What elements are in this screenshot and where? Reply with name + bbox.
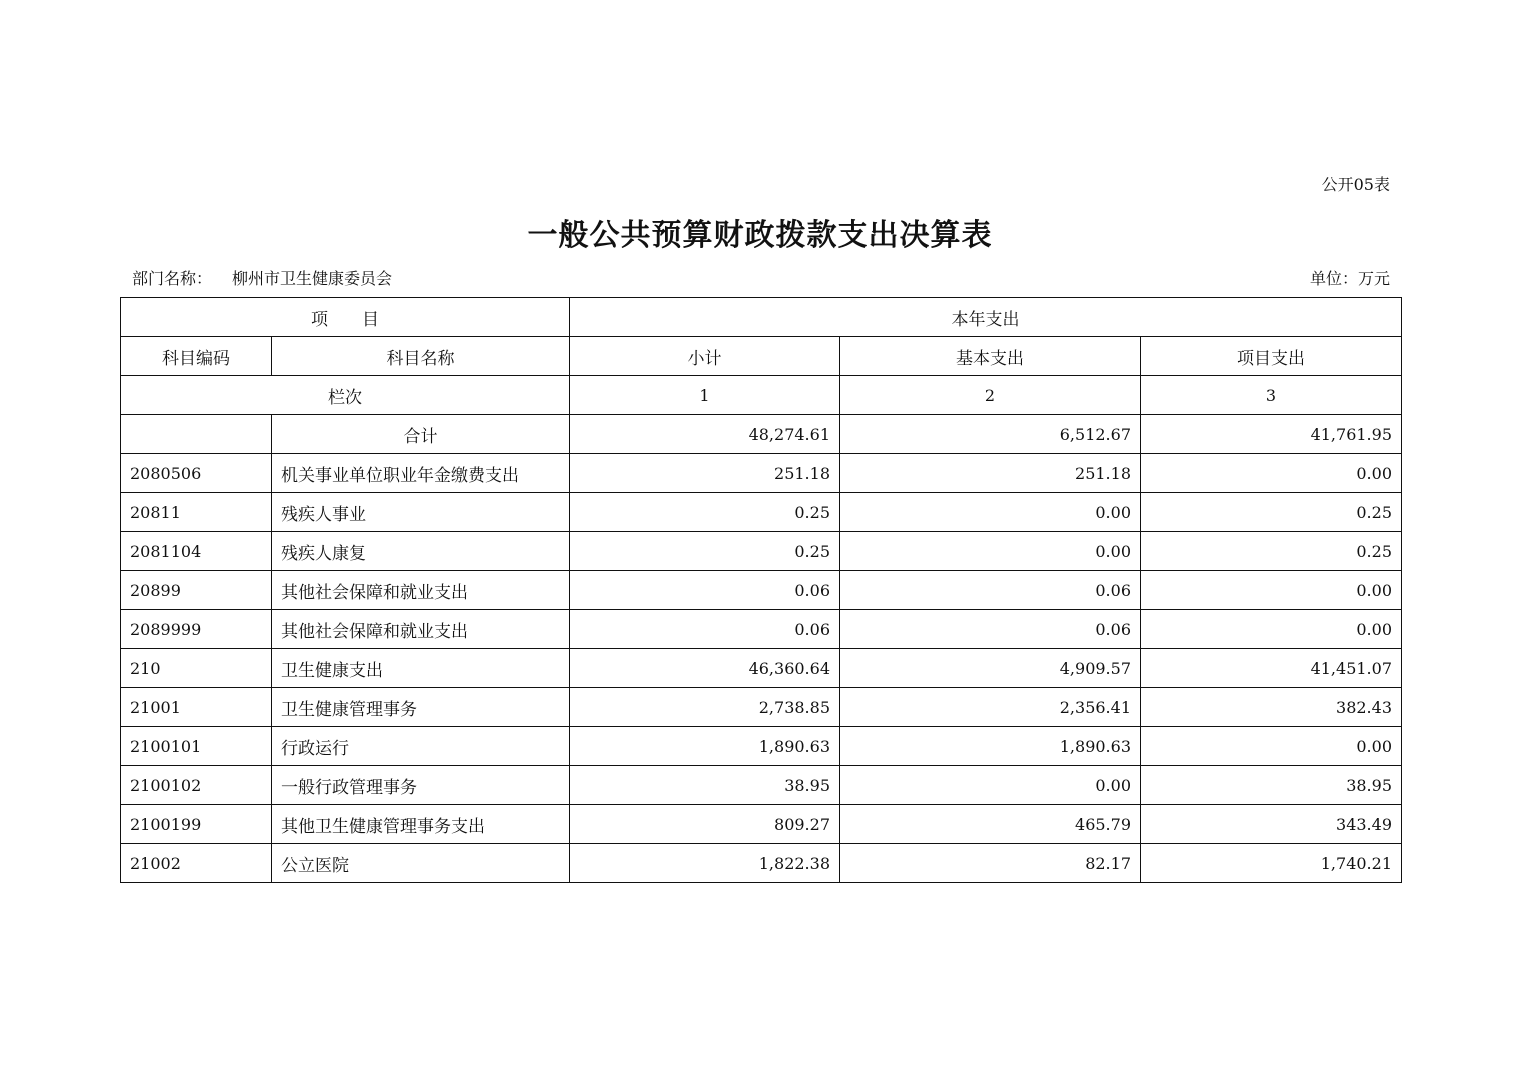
row-project: 1,740.21 [1141,844,1402,883]
row-subtotal: 809.27 [570,805,840,844]
table-row [121,532,1402,571]
table-number: 公开05表 [1321,175,1390,194]
row-basic: 4,909.57 [840,649,1141,688]
row-subtotal: 1,822.38 [570,844,840,883]
row-name: 一般行政管理事务 [272,766,570,805]
row-name: 残疾人事业 [272,493,570,532]
row-code: 210 [121,649,272,688]
row-basic: 0.06 [840,610,1141,649]
row-code: 2100102 [121,766,272,805]
code-column-header: 科目编码 [121,337,272,376]
row-code: 21002 [121,844,272,883]
name-column-header: 科目名称 [272,337,570,376]
project-column-header: 项目支出 [1141,337,1402,376]
row-code: 21001 [121,688,272,727]
row-basic: 1,890.63 [840,727,1141,766]
row-name: 卫生健康管理事务 [272,688,570,727]
table-row [121,649,1402,688]
year-expense-header: 本年支出 [570,298,1402,337]
table-row [121,610,1402,649]
department-name: 柳州市卫生健康委员会 [232,269,393,288]
row-code: 20899 [121,571,272,610]
subtotal-column-header: 小计 [570,337,840,376]
row-index-row [121,376,1402,415]
row-basic: 0.00 [840,532,1141,571]
row-project: 38.95 [1141,766,1402,805]
row-name: 机关事业单位职业年金缴费支出 [272,454,570,493]
department-label: 部门名称： [132,269,213,288]
row-code: 2100101 [121,727,272,766]
row-subtotal: 0.25 [570,493,840,532]
row-basic: 465.79 [840,805,1141,844]
row-subtotal: 0.06 [570,610,840,649]
table-row [121,844,1402,883]
row-name: 其他社会保障和就业支出 [272,571,570,610]
total-project: 41,761.95 [1141,415,1402,454]
page-title: 一般公共预算财政拨款支出决算表 [527,218,993,253]
table-row [121,727,1402,766]
table-row [121,766,1402,805]
total-basic: 6,512.67 [840,415,1141,454]
total-label: 合计 [272,415,570,454]
unit-label: 单位：万元 [1309,269,1390,288]
row-index-2: 2 [840,376,1141,415]
row-project: 382.43 [1141,688,1402,727]
row-code: 2100199 [121,805,272,844]
row-code: 2089999 [121,610,272,649]
header-row-1 [121,298,1402,337]
row-code: 2081104 [121,532,272,571]
total-subtotal: 48,274.61 [570,415,840,454]
table-row [121,571,1402,610]
row-basic: 251.18 [840,454,1141,493]
row-name: 卫生健康支出 [272,649,570,688]
row-subtotal: 38.95 [570,766,840,805]
row-code: 20811 [121,493,272,532]
table-row [121,493,1402,532]
row-subtotal: 2,738.85 [570,688,840,727]
row-project: 0.25 [1141,532,1402,571]
row-subtotal: 251.18 [570,454,840,493]
row-basic: 0.00 [840,493,1141,532]
row-project: 0.00 [1141,727,1402,766]
row-index-3: 3 [1141,376,1402,415]
row-index-1: 1 [570,376,840,415]
table-row [121,454,1402,493]
row-project: 343.49 [1141,805,1402,844]
header-row-2 [121,337,1402,376]
row-project: 0.00 [1141,610,1402,649]
total-code-cell [121,415,272,454]
table-row [121,688,1402,727]
department-line [132,266,392,289]
basic-column-header: 基本支出 [840,337,1141,376]
row-project: 0.00 [1141,571,1402,610]
row-project: 41,451.07 [1141,649,1402,688]
row-subtotal: 1,890.63 [570,727,840,766]
project-header: 项 目 [121,298,570,337]
row-project: 0.00 [1141,454,1402,493]
row-name: 其他社会保障和就业支出 [272,610,570,649]
table-row [121,805,1402,844]
budget-table [120,297,1402,883]
row-index-label: 栏次 [121,376,570,415]
row-name: 残疾人康复 [272,532,570,571]
row-basic: 0.06 [840,571,1141,610]
row-subtotal: 46,360.64 [570,649,840,688]
row-name: 行政运行 [272,727,570,766]
row-subtotal: 0.06 [570,571,840,610]
row-subtotal: 0.25 [570,532,840,571]
row-name: 其他卫生健康管理事务支出 [272,805,570,844]
row-basic: 0.00 [840,766,1141,805]
row-project: 0.25 [1141,493,1402,532]
row-basic: 2,356.41 [840,688,1141,727]
total-row [121,415,1402,454]
row-name: 公立医院 [272,844,570,883]
row-code: 2080506 [121,454,272,493]
row-basic: 82.17 [840,844,1141,883]
